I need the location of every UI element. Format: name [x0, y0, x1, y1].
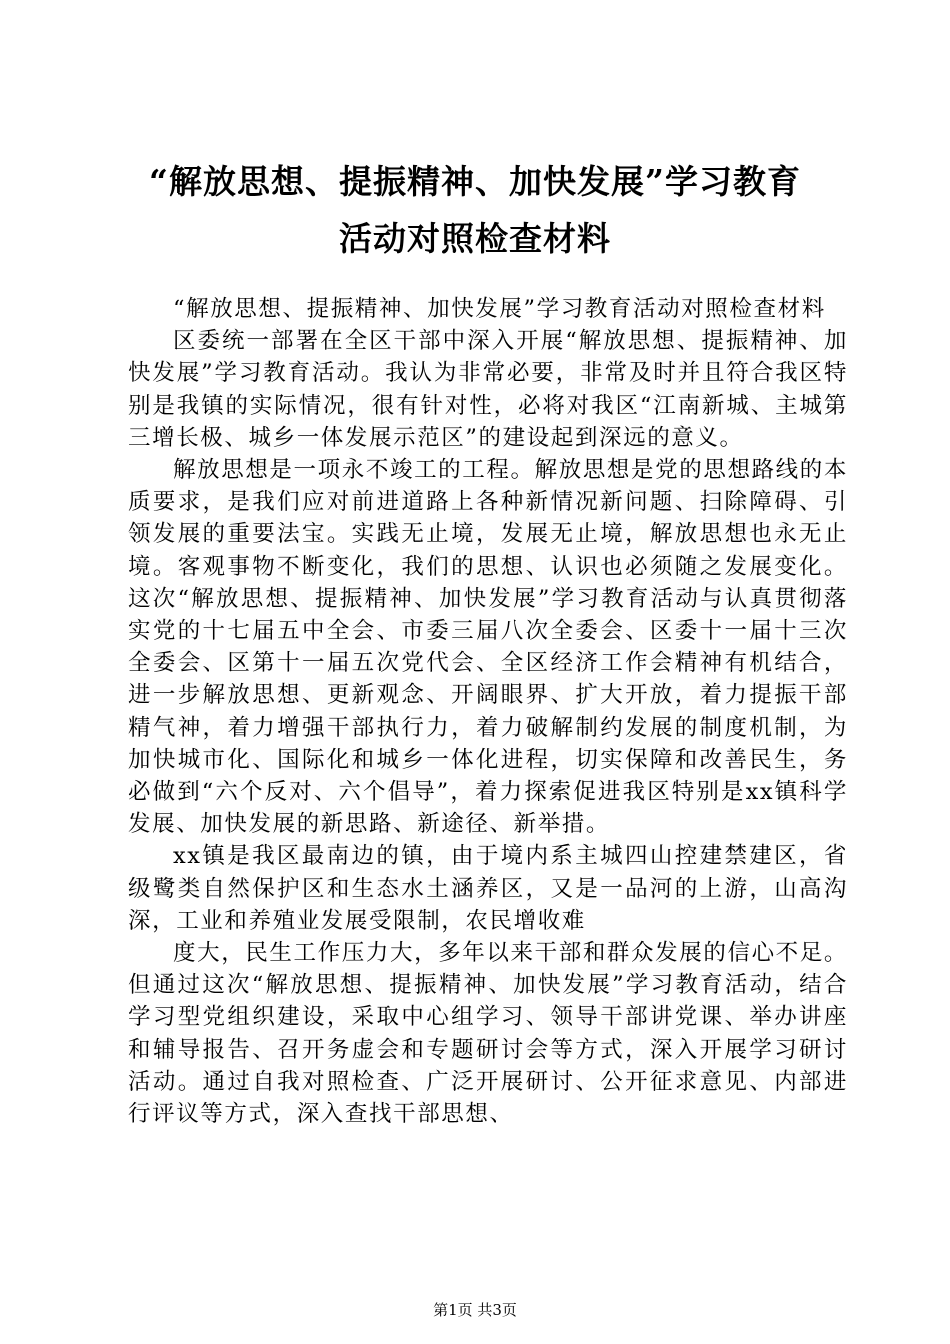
paragraph: “解放思想、提振精神、加快发展”学习教育活动对照检查材料 [173, 296, 826, 322]
page-number-footer: 第1页 共3页 [433, 1301, 517, 1319]
paragraph: 区委统一部署在全区干部中深入开展“解放思想、提振精神、加快发展”学习教育活动。我认为非常必要，非常及时并且符合我区特别是我镇的实际情况，很有针对性，必将对我区“江南新城、主城第三增长极、城乡一体发展示范区”的建设起到深远的意义。 [128, 328, 848, 451]
document-title-line-1: “解放思想、提振精神、加快发展”学习教育 [149, 162, 801, 201]
document-body [128, 293, 848, 1130]
document-title-line-2: 活动对照检查材料 [339, 219, 611, 258]
paragraph: xx镇是我区最南边的镇，由于境内系主城四山控建禁建区，省级鹭类自然保护区和生态水土涵养区，又是一品河的上游，山高沟深，工业和养殖业发展受限制，农民增收难 [128, 843, 848, 934]
paragraph: 解放思想是一项永不竣工的工程。解放思想是党的思想路线的本质要求，是我们应对前进道路上各种新情况新问题、扫除障碍、引领发展的重要法宝。实践无止境，发展无止境，解放思想也永无止境。客观事物不断变化，我们的思想、认识也必须随之发展变化。这次“解放思想、提振精神、加快发展”学习教育活动与认真贯彻落实党的十七届五中全会、市委三届八次全委会、区委十一届十三次全委会、区第十一届五次党代会、全区经济工作会精神有机结合，进一步解放思想、更新观念、开阔眼界、扩大开放，着力提振干部精气神，着力增强干部执行力，着力破解制约发展的制度机制，为加快城市化、国际化和城乡一体化进程，切实保障和改善民生，务必做到“六个反对、六个倡导”，着力探索促进我区特别是xx镇科学发展、加快发展的新思路、新途径、新举措。 [128, 457, 848, 838]
paragraph: 度大，民生工作压力大，多年以来干部和群众发展的信心不足。但通过这次“解放思想、提振精神、加快发展”学习教育活动，结合学习型党组织建设，采取中心组学习、领导干部讲党课、举办讲座和辅导报告、召开务虚会和专题研讨会等方式，深入开展学习研讨活动。通过自我对照检查、广泛开展研讨、公开征求意见、内部进行评议等方式，深入查找干部思想、 [128, 940, 848, 1128]
